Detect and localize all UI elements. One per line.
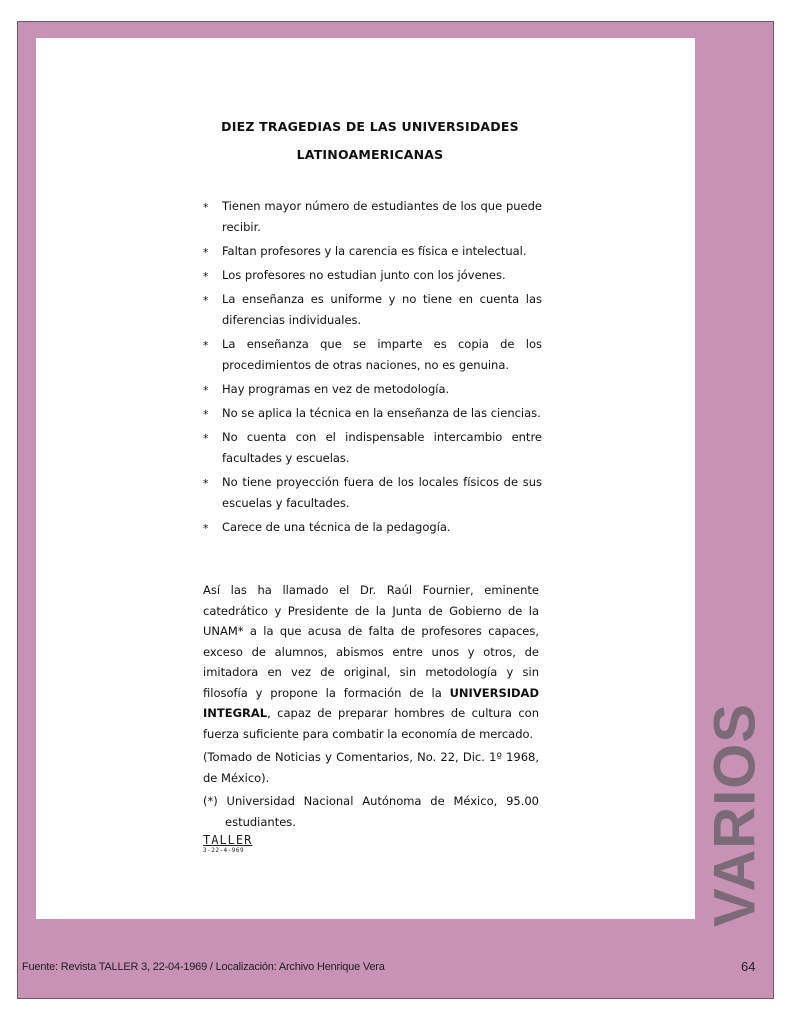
list-item-text: Hay programas en vez de metodología. xyxy=(222,382,450,396)
footnote: (*) Universidad Nacional Autónoma de México, 95.00 estudiantes. xyxy=(203,794,539,829)
bullet-icon: * xyxy=(203,294,209,307)
main-paragraph xyxy=(203,580,539,744)
bullet-icon: * xyxy=(203,270,209,283)
bullet-icon: * xyxy=(203,522,209,535)
bullet-icon: * xyxy=(203,201,209,214)
paragraph-text-end: , capaz de preparar hombres de cultura con fuerza suficiente para combatir la economía de mercado. xyxy=(203,706,539,741)
list-item-text: La enseñanza que se imparte es copia de los procedimientos de otras naciones, no es genuina. xyxy=(222,337,542,372)
list-item xyxy=(200,265,542,286)
page-number: 64 xyxy=(741,959,756,974)
list-item xyxy=(200,517,542,538)
bullet-icon: * xyxy=(203,246,209,259)
list-item xyxy=(200,379,542,400)
paragraph-emphasis: UNIVERSIDAD INTEGRAL xyxy=(203,685,539,720)
list-item xyxy=(200,334,542,376)
tragedies-list xyxy=(200,196,542,541)
list-item xyxy=(200,196,542,238)
bullet-icon: * xyxy=(203,408,209,421)
logo-text: TALLER xyxy=(203,833,253,847)
list-item-text: No tiene proyección fuera de los locales físicos de sus escuelas y facultades. xyxy=(222,475,542,510)
paragraph-text: Así las ha llamado el Dr. Raúl Fournier, eminente catedrático y Presidente de la Junta de Gobierno de la UNAM* a la que acusa de falta de profesores capaces, exceso de alumnos, abismos entre unos y otros, de imitadora en vez de original, sin metodología y sin filosofía y propone la formación de la xyxy=(203,583,539,700)
bullet-icon: * xyxy=(203,477,209,490)
list-item xyxy=(200,472,542,514)
list-item-text: Los profesores no estudian junto con los jóvenes. xyxy=(222,268,506,282)
list-item-text: Tienen mayor número de estudiantes de los que puede recibir. xyxy=(222,199,542,234)
list-item-text: Carece de una técnica de la pedagogía. xyxy=(222,520,451,534)
logo-subtext: 3-22-4-969 xyxy=(203,847,245,854)
bullet-icon: * xyxy=(203,384,209,397)
list-item-text: La enseñanza es uniforme y no tiene en cuenta las diferencias individuales. xyxy=(222,292,542,327)
document-body xyxy=(203,580,539,835)
bullet-icon: * xyxy=(203,339,209,352)
bullet-icon: * xyxy=(203,432,209,445)
section-label xyxy=(700,700,770,930)
list-item-text: No cuenta con el indispensable intercambio entre facultades y escuelas. xyxy=(222,430,542,465)
list-item xyxy=(200,427,542,469)
section-label-text: VARIOS xyxy=(702,702,768,928)
list-item-text: Faltan profesores y la carencia es física e intelectual. xyxy=(222,244,527,258)
list-item-text: No se aplica la técnica en la enseñanza de las ciencias. xyxy=(222,406,541,420)
document-title-line-1: DIEZ TRAGEDIAS DE LAS UNIVERSIDADES xyxy=(221,119,519,134)
list-item xyxy=(200,289,542,331)
list-item xyxy=(200,403,542,424)
document-title-line-2: LATINOAMERICANAS xyxy=(296,147,444,162)
citation: (Tomado de Noticias y Comentarios, No. 22, Dic. 1º 1968, de México). xyxy=(203,750,539,785)
source-caption: Fuente: Revista TALLER 3, 22-04-1969 / Localización: Archivo Henrique Vera xyxy=(22,961,385,973)
taller-logo xyxy=(203,834,252,855)
list-item xyxy=(200,241,542,262)
